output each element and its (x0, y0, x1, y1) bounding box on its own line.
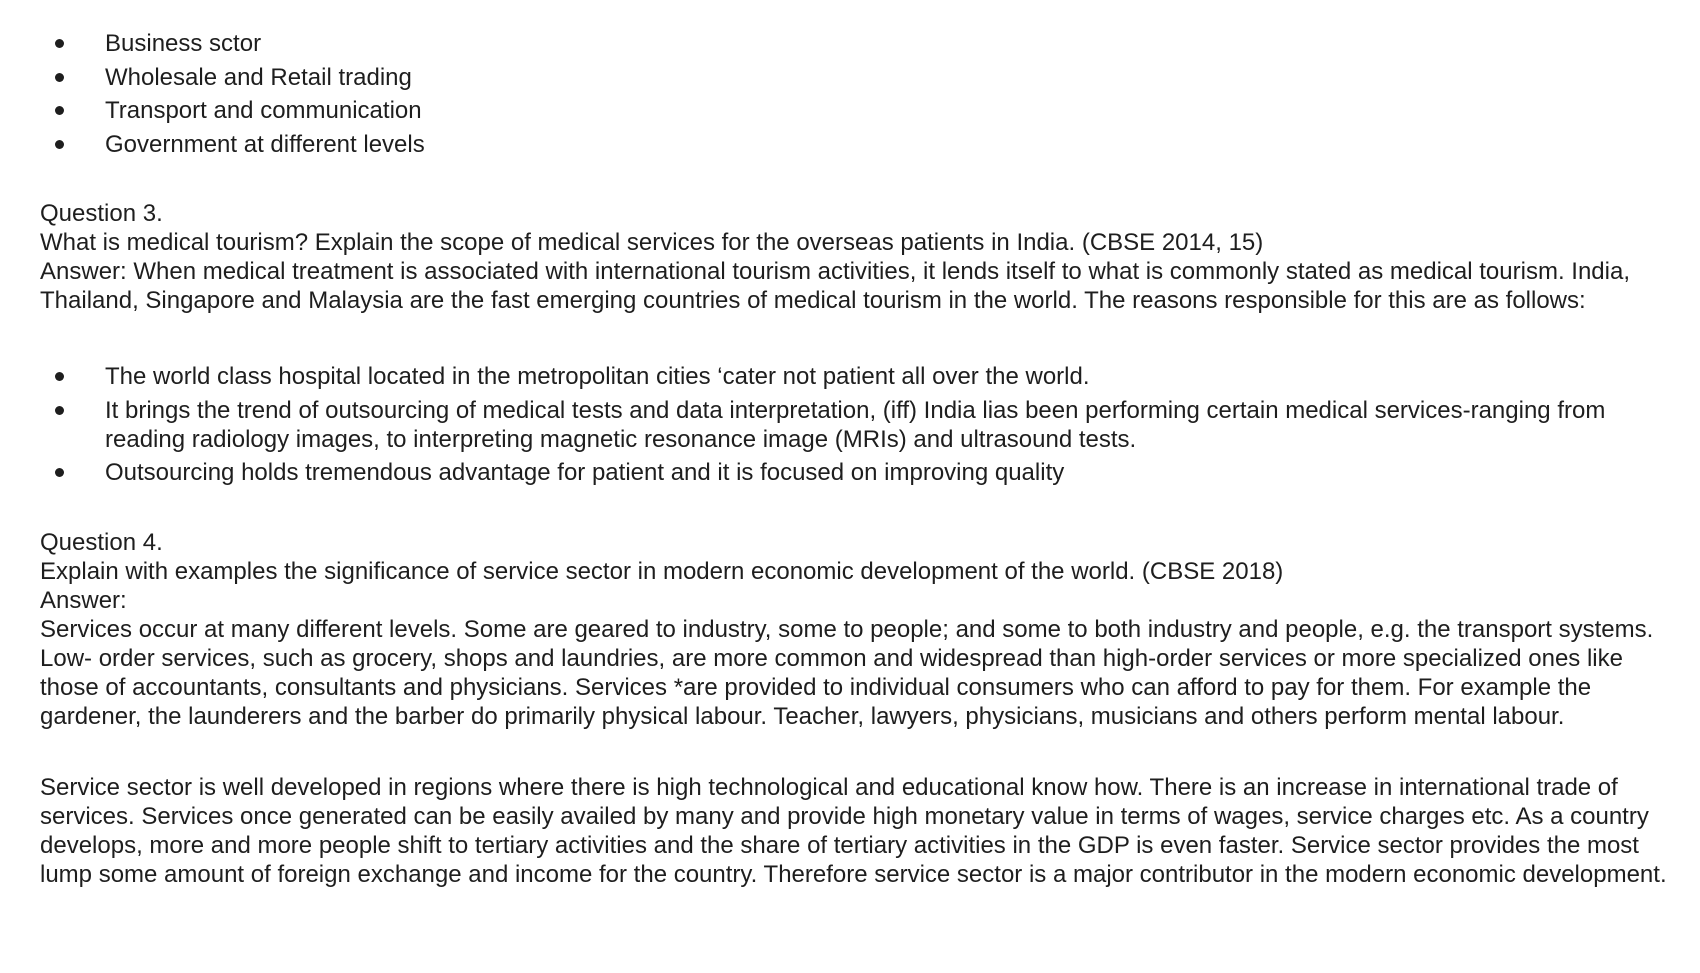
document-page (40, 29, 1680, 889)
list-item: Outsourcing holds tremendous advantage for patient and it is focused on improving quality (40, 458, 1680, 487)
question-4-heading: Question 4. (40, 528, 163, 556)
list-item: Wholesale and Retail trading (40, 63, 1680, 92)
list-item: Government at different levels (40, 130, 1680, 159)
question-4-block (40, 528, 1680, 889)
list-item: Transport and communication (40, 96, 1680, 125)
question-3-reasons-list (40, 362, 1680, 487)
question-3-block (40, 199, 1680, 315)
list-item: The world class hospital located in the metropolitan cities ‘cater not patient all over the world. (40, 362, 1680, 391)
list-item: Business sctor (40, 29, 1680, 58)
sector-list (40, 29, 1680, 159)
question-3-text: What is medical tourism? Explain the scope of medical services for the overseas patients in India. (CBSE 2014, 15) (40, 229, 1264, 256)
question-3-answer: Answer: When medical treatment is associated with international tourism activities, it lends itself to what is commonly stated as medical tourism. India, Thailand, Singapore and Malaysia are the fast emerging countries of medical tourism in the world. The reasons responsible for this are as follows: (40, 258, 1630, 314)
question-3-heading: Question 3. (40, 200, 163, 227)
question-4-answer-label: Answer: (40, 586, 127, 614)
question-4-paragraph-1: Services occur at many different levels. Some are geared to industry, some to people; and some to both industry and people, e.g. the transport systems. Low- order services, such as grocery, shops and laundries, are more common and widespread than high-order services or more specialized ones like those of accountants, consultants and physicians. Services *are provided to individual consumers who can afford to pay for them. For example the gardener, the launderers and the barber do primarily physical labour. Teacher, lawyers, physicians, musicians and others perform mental labour. (40, 615, 1654, 730)
question-4-paragraph-2: Service sector is well developed in regions where there is high technological and educational know how. There is an increase in international trade of services. Services once generated can be easily availed by many and provide high monetary value in terms of wages, service charges etc. As a country develops, more and more people shift to tertiary activities and the share of tertiary activities in the GDP is even faster. Service sector provides the most lump some amount of foreign exchange and income for the country. Therefore service sector is a major contributor in the modern economic development. (40, 773, 1667, 888)
list-item: It brings the trend of outsourcing of medical tests and data interpretation, (iff) India lias been performing certain medical services-ranging from reading radiology images, to interpreting magnetic resonance image (MRIs) and ultrasound tests. (40, 396, 1680, 454)
question-4-text: Explain with examples the significance of service sector in modern economic development of the world. (CBSE 2018) (40, 557, 1284, 585)
